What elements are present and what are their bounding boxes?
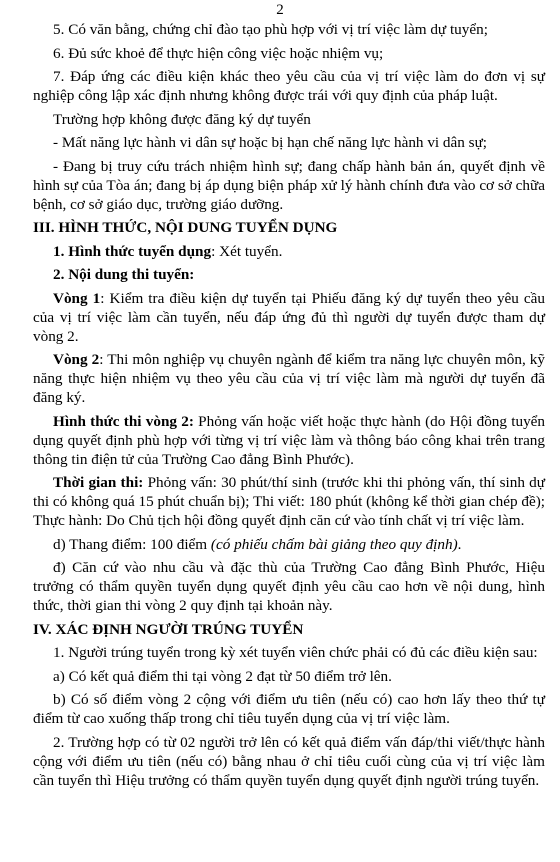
round-1-text: : Kiểm tra điều kiện dự tuyển tại Phiếu đăng ký dự tuyển theo yêu cầu của vị trí việc làm cần tuyển, nếu đáp ứng đủ thì người dự tuyển được tham dự vòng 2. — [33, 289, 545, 345]
section-3-item-1 — [33, 242, 545, 261]
exam-time-label: Thời gian thi: — [53, 474, 144, 491]
score-scale-text: d) Thang điểm: 100 điểm — [53, 535, 211, 553]
score-scale-paragraph — [33, 535, 545, 554]
not-eligible-item-1: - Mất năng lực hành vi dân sự hoặc bị hạn chế năng lực hành vi dân sự; — [53, 134, 488, 151]
condition-6: 6. Đủ sức khoẻ để thực hiện công việc hoặc nhiệm vụ; — [53, 44, 384, 62]
round-2-paragraph — [33, 350, 545, 407]
condition-7: 7. Đáp ứng các điều kiện khác theo yêu cầu của vị trí việc làm do đơn vị sự nghiệp công lập xác định nhưng không được trái với quy định của pháp luật. — [33, 68, 545, 104]
score-scale-end: . — [457, 535, 462, 553]
round-2-text: : Thi môn nghiệp vụ chuyên ngành để kiểm tra năng lực chuyên môn, kỹ năng thực hiện nhiệm vụ theo yêu cầu của vị trí việc làm mà người dự tuyển đã đăng ký. — [33, 351, 545, 406]
round-1-paragraph — [33, 289, 545, 346]
not-eligible-item-2: - Đang bị truy cứu trách nhiệm hình sự; đang chấp hành bản án, quyết định về hình sự của Tòa án; đang bị áp dụng biện pháp xử lý hành chính đưa vào cơ sở chữa bệnh, cơ sở giáo dục, trường giáo dưỡng. — [33, 157, 545, 213]
section-3-item-2-label: 2. Nội dung thi tuyển: — [53, 266, 195, 283]
section-4-item-1b: b) Có số điểm vòng 2 cộng với điểm ưu tiên (nếu có) cao hơn lấy theo thứ tự điểm từ cao xuống thấp trong chỉ tiêu tuyển dụng của vị trí việc làm. — [33, 691, 545, 727]
exam-format-text: Phỏng vấn hoặc viết hoặc thực hành (do Hội đồng tuyển dụng quyết định phù hợp với từng vị trí việc làm và thông báo công khai trên trang thông tin điện tử của Trường Cao đẳng Bình Phước). — [33, 412, 545, 468]
section-4-item-1a: a) Có kết quả điểm thi tại vòng 2 đạt từ 50 điểm trở lên. — [53, 667, 392, 685]
section-3-item-1-label: 1. Hình thức tuyển dụng — [53, 242, 212, 260]
condition-5: 5. Có văn bằng, chứng chỉ đào tạo phù hợp với vị trí việc làm dự tuyển; — [53, 21, 488, 38]
section-3-heading: III. HÌNH THỨC, NỘI DUNG TUYỂN DỤNG — [33, 219, 338, 236]
section-3-item-2 — [33, 265, 545, 284]
exam-time-paragraph — [33, 473, 545, 530]
exam-time-text: Phỏng vấn: 30 phút/thí sinh (trước khi thi phỏng vấn, thí sinh dự thi có không quá 15 phút chuẩn bị); Thi viết: 180 phút (không kể thời gian chép đề); Thực hành: Do Chủ tịch hội đồng quyết định căn cứ vào tính chất vị trí việc làm. — [33, 474, 545, 529]
score-scale-note: (có phiếu chấm bài giảng theo quy định) — [210, 535, 458, 553]
document-body — [33, 20, 545, 794]
principal-authority-paragraph: đ) Căn cứ vào nhu cầu và đặc thù của Trường Cao đẳng Bình Phước, Hiệu trưởng có thẩm quyền tuyển dụng quyết định yêu cầu cao hơn về nội dung, hình thức, thời gian thi vòng 2 quy định tại khoản này. — [33, 559, 545, 614]
round-2-label: Vòng 2 — [53, 351, 100, 368]
not-eligible-intro: Trường hợp không được đăng ký dự tuyển — [53, 110, 311, 128]
section-4-heading: IV. XÁC ĐỊNH NGƯỜI TRÚNG TUYỂN — [33, 620, 304, 638]
exam-format-label: Hình thức thi vòng 2: — [53, 412, 194, 430]
round-1-label: Vòng 1 — [53, 289, 101, 307]
section-4-item-2: 2. Trường hợp có từ 02 người trở lên có kết quả điểm vấn đáp/thi viết/thực hành cộng với điểm ưu tiên (nếu có) bằng nhau ở chỉ tiêu cuối cùng của vị trí việc làm cần tuyển thì Hiệu trưởng có thẩm quyền tuyển dụng quyết định người trúng tuyển. — [33, 733, 545, 789]
section-3-item-1-text: : Xét tuyển. — [211, 242, 283, 260]
page-number: 2 — [276, 2, 284, 18]
section-4-item-1: 1. Người trúng tuyển trong kỳ xét tuyển viên chức phải có đủ các điều kiện sau: — [53, 644, 538, 661]
exam-format-paragraph — [33, 412, 545, 469]
